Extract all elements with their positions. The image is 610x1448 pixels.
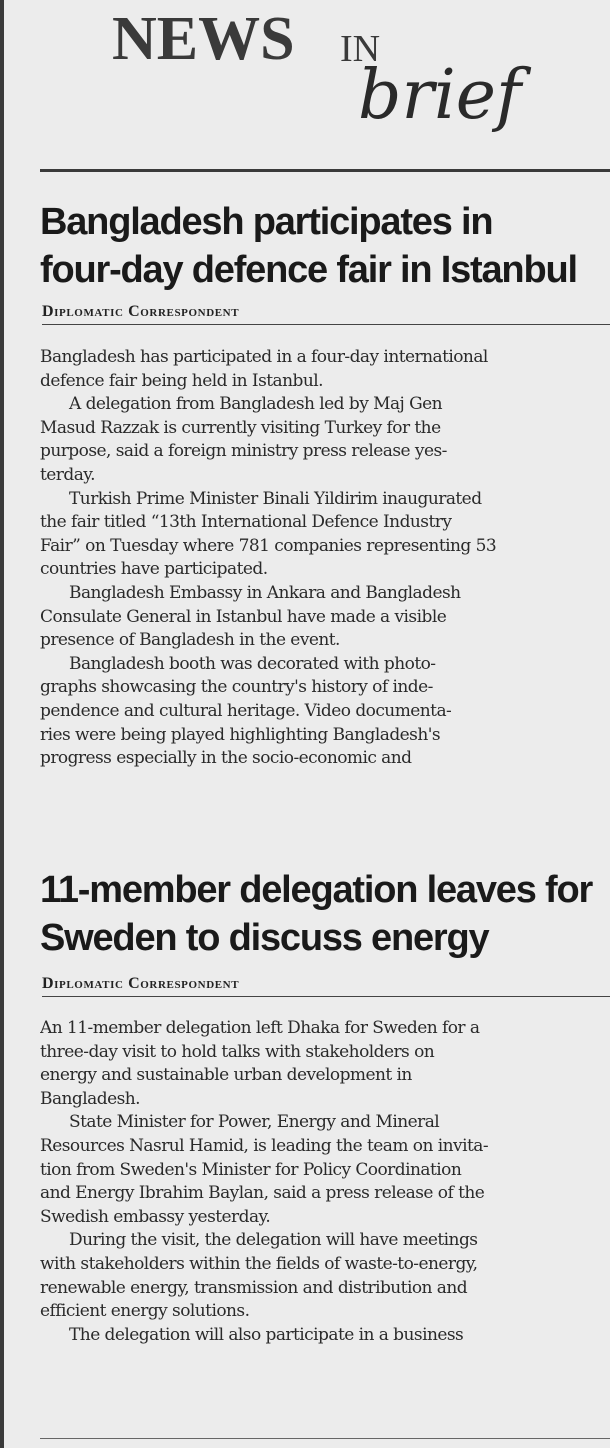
- body-line: pendence and cultural heritage. Video documenta-: [40, 700, 452, 721]
- body-line: graphs showcasing the country's history of inde-: [40, 677, 433, 698]
- article-1-headline: [40, 198, 600, 294]
- bottom-rule: [40, 1438, 610, 1439]
- masthead-in: IN: [340, 28, 381, 70]
- body-line: A delegation from Bangladesh led by Maj Gen: [69, 394, 443, 415]
- headline-line: four-day defence fair in Istanbul: [40, 249, 577, 291]
- article-2-byline: Diplomatic Correspondent: [42, 974, 610, 997]
- body-line: tion from Sweden's Minister for Policy Coordination: [40, 1159, 462, 1180]
- body-line: ries were being played highlighting Bangladesh's: [40, 724, 441, 745]
- body-line: with stakeholders within the fields of waste-to-energy,: [40, 1253, 478, 1274]
- body-line: The delegation will also participate in a business: [69, 1324, 464, 1345]
- headline-line: Bangladesh participates in: [40, 201, 493, 243]
- body-line: Bangladesh.: [40, 1088, 141, 1109]
- body-line: Bangladesh booth was decorated with photo-: [69, 653, 436, 674]
- body-line: Bangladesh Embassy in Ankara and Bangladesh: [69, 582, 461, 603]
- masthead-rule: [40, 169, 610, 172]
- body-line: Turkish Prime Minister Binali Yildirim inaugurated: [69, 488, 482, 509]
- body-line: Consulate General in Istanbul have made a visible: [40, 606, 447, 627]
- article-1-byline: Diplomatic Correspondent: [42, 302, 610, 325]
- body-line: terday.: [40, 464, 95, 485]
- body-line: An 11-member delegation left Dhaka for Sweden for a: [40, 1018, 480, 1038]
- body-line: defence fair being held in Istanbul.: [40, 370, 323, 391]
- body-line: Resources Nasrul Hamid, is leading the team on invita-: [40, 1135, 489, 1156]
- body-line: Bangladesh has participated in a four-day international: [40, 347, 488, 367]
- headline-line: 11-member delegation leaves for: [40, 869, 593, 911]
- section-masthead: [0, 0, 610, 170]
- body-line: Swedish embassy yesterday.: [40, 1206, 271, 1227]
- article-2-body: [40, 1017, 600, 1347]
- body-line: Fair” on Tuesday where 781 companies representing 53: [40, 535, 497, 556]
- body-line: renewable energy, transmission and distribution and: [40, 1277, 468, 1298]
- body-line: and Energy Ibrahim Baylan, said a press release of the: [40, 1183, 485, 1204]
- masthead-brief: brief: [358, 56, 522, 135]
- body-line: three-day visit to hold talks with stakeholders on: [40, 1041, 435, 1062]
- body-line: presence of Bangladesh in the event.: [40, 630, 340, 651]
- body-line: During the visit, the delegation will have meetings: [69, 1230, 478, 1251]
- body-line: purpose, said a foreign ministry press release yes-: [40, 441, 447, 462]
- headline-line: Sweden to discuss energy: [40, 917, 489, 959]
- masthead-news: NEWS: [112, 5, 295, 73]
- body-line: countries have participated.: [40, 559, 268, 580]
- page-left-rule: [0, 0, 4, 1448]
- body-line: Masud Razzak is currently visiting Turkey for the: [40, 417, 441, 438]
- body-line: efficient energy solutions.: [40, 1301, 250, 1322]
- body-line: the fair titled “13th International Defence Industry: [40, 512, 452, 533]
- body-line: State Minister for Power, Energy and Mineral: [69, 1112, 440, 1133]
- body-line: energy and sustainable urban development in: [40, 1065, 412, 1086]
- article-1-body: [40, 346, 600, 771]
- body-line: progress especially in the socio-economic and: [40, 748, 412, 769]
- article-2-headline: [40, 866, 600, 962]
